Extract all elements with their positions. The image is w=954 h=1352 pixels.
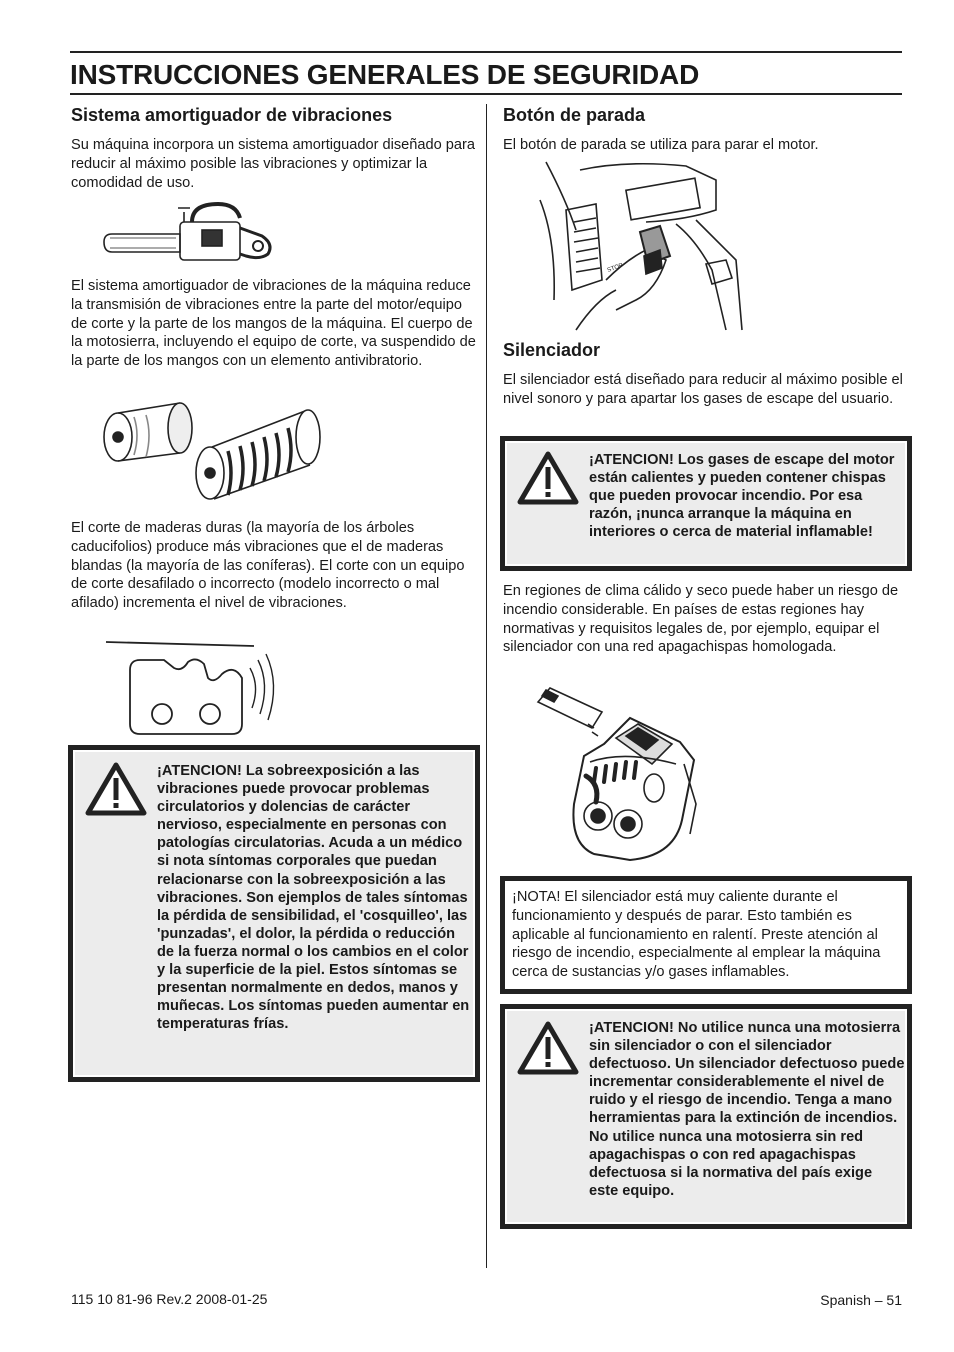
paragraph-vibration-intro: Su máquina incorpora un sistema amortiguador diseñado para reducir al máximo posible las vibraciones y optimizar la comodidad de uso.	[71, 137, 476, 191]
warning-box-exhaust	[500, 436, 912, 571]
heading-vibration-damping: Sistema amortiguador de vibraciones	[71, 105, 393, 125]
paragraph-stop-button: El botón de parada se utiliza para parar el motor.	[503, 137, 819, 153]
paragraph-hardwood-vibrations: El corte de maderas duras (la mayoría de los árboles caducifolios) produce más vibraciones que el de maderas blandas (la mayoría de las coníferas). El corte con un equipo de corte desafilado o incorrecto (modelo incorrecto o mal afilado) incrementa el nivel de vibraciones.	[71, 520, 465, 612]
warning-box-defective-muffler	[500, 1004, 912, 1229]
warning-text-defective-muffler: ¡ATENCION! No utilice nunca una motosierra sin silenciador o con el silenciador defectuoso. Un silenciador defectuoso puede incrementar considerablemente el nivel de ruido y el riesgo de incendio. Tenga a mano herramientas para la extinción de incendios. No utilice nunca una motosierra sin red apagachispas o con red apagachispas defectuosa si la normativa del país exige este equipo.	[589, 1020, 905, 1199]
top-rule	[70, 51, 902, 53]
paragraph-vibration-system: El sistema amortiguador de vibraciones de la máquina reduce la transmisión de vibraciones entre la parte del motor/equipo de corte y la parte de los mangos de la máquina. El cuerpo de la motosierra, incluyendo el equipo de corte, va suspendido de la parte de los mangos con un elemento antivibratorio.	[71, 278, 476, 370]
warning-triangle-icon	[517, 451, 579, 505]
chainsaw-illustration	[100, 198, 280, 270]
heading-muffler: Silenciador	[503, 340, 601, 360]
heading-stop-button: Botón de parada	[503, 105, 646, 125]
stop-label: STOP	[606, 262, 624, 274]
note-text-muffler-hot: ¡NOTA! El silenciador está muy caliente durante el funcionamiento y después de parar. Esto también es aplicable al funcionamiento en ralentí. Preste atención al riesgo de incendio, especialmente al emplear la máquina cerca de sustancias y/o gases inflamables.	[512, 889, 881, 981]
page-title: INSTRUCCIONES GENERALES DE SEGURIDAD	[70, 59, 700, 90]
warning-text-vibration: ¡ATENCION! La sobreexposición a las vibraciones puede provocar problemas circulatorios y dolencias de carácter nervioso, especialmente en personas con patologías circulatorias. Acuda a un médico si nota síntomas corporales que puedan relacionarse con la sobreexposición a las vibraciones. Son ejemplos de tales síntomas la pérdida de sensibilidad, el 'cosquilleo', las 'punzadas', el dolor, la pérdida o reducción de la fuerza normal o los cambios en el color y la superficie de la piel. Estos síntomas se presentan normalmente en dedos, manos y muñecas. Los síntomas pueden aumentar en temperaturas frías.	[157, 763, 470, 1033]
warning-box-vibration	[68, 745, 480, 1082]
stop-switch-illustration	[536, 160, 746, 332]
warning-text-exhaust: ¡ATENCION! Los gases de escape del motor están calientes y pueden contener chispas que pueden provocar incendio. Por esa razón, ¡nunca arranque la máquina en interiores o cerca de material inflamable!	[589, 452, 895, 541]
column-divider	[486, 104, 487, 1268]
note-box-muffler-hot	[500, 876, 912, 994]
warning-triangle-icon	[517, 1021, 579, 1075]
vibration-damper-illustration	[100, 395, 330, 507]
paragraph-fire-risk: En regiones de clima cálido y seco puede haber un riesgo de incendio considerable. En países de estas regiones hay normativas y requisitos legales de, por ejemplo, equipar el silenciador con una red apagachispas homologada.	[503, 583, 899, 656]
muffler-illustration	[534, 684, 700, 864]
footer-document-id: 115 10 81-96 Rev.2 2008-01-25	[71, 1291, 268, 1307]
footer-page-number: Spanish – 51	[820, 1292, 902, 1308]
saw-chain-link-illustration	[104, 638, 284, 738]
title-rule	[70, 93, 902, 95]
paragraph-muffler: El silenciador está diseñado para reducir al máximo posible el nivel sonoro y para apartar los gases de escape del usuario.	[503, 372, 903, 407]
warning-triangle-icon	[85, 762, 147, 816]
